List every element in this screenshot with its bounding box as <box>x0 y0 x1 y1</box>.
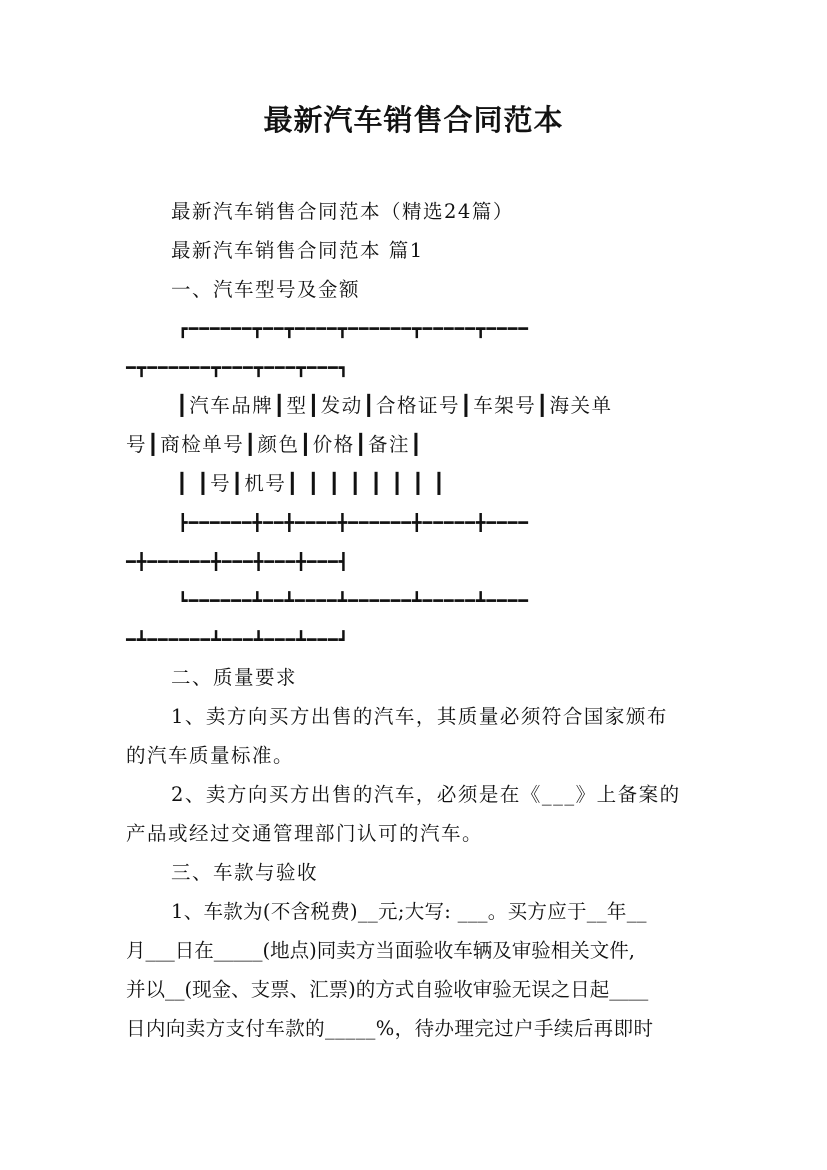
paragraph-line: 日内向卖方支付车款的_____%，待办理完过户手续后再即时 <box>126 1017 654 1040</box>
table-border-bottom-cont: ━┻━━━━━━┻━━━┻━━━┻━━━┛ <box>126 630 350 649</box>
section-heading-line: 最新汽车销售合同范本 篇1 <box>171 239 424 262</box>
heading-payment: 三、车款与验收 <box>171 861 319 884</box>
paragraph-line: 1、卖方向买方出售的汽车，其质量必须符合国家颁布 <box>171 705 668 728</box>
document-title: 最新汽车销售合同范本 <box>263 103 564 137</box>
paragraph-line: 2、卖方向买方出售的汽车，必须是在《___》上备案的 <box>171 783 681 806</box>
subtitle-line: 最新汽车销售合同范本（精选24篇） <box>171 200 514 223</box>
paragraph-line: 并以__(现金、支票、汇票)的方式自验收审验无误之日起____ <box>126 978 649 1001</box>
heading-quality: 二、质量要求 <box>171 666 298 689</box>
table-border-top: ┏━━━━━━┳━━┳━━━━┳━━━━━━┳━━━━━┳━━━━ <box>178 319 529 338</box>
paragraph-line: 月___日在_____(地点)同卖方当面验收车辆及审验相关文件, <box>126 939 635 962</box>
table-border-bottom: ┗━━━━━━┻━━┻━━━━┻━━━━━━┻━━━━━┻━━━━ <box>178 591 529 610</box>
table-border-top-cont: ━┳━━━━━━┳━━━┳━━━┳━━━┓ <box>126 358 350 377</box>
paragraph-line: 1、车款为(不含税费)__元;大写: ___。买方应于__年__ <box>171 900 647 923</box>
table-border-mid: ┣━━━━━━╋━━╋━━━━╋━━━━━━╋━━━━━╋━━━━ <box>178 513 529 532</box>
paragraph-line: 产品或经过交通管理部门认可的汽车。 <box>126 822 484 845</box>
table-header-row-cont: 号┃商检单号┃颜色┃价格┃备注┃ <box>126 433 424 456</box>
heading-vehicle-model: 一、汽车型号及金额 <box>171 278 361 301</box>
table-header-row: ┃汽车品牌┃型┃发动┃合格证号┃车架号┃海关单 <box>176 394 613 417</box>
table-border-mid-cont: ━╋━━━━━━╋━━━╋━━━╋━━━┫ <box>126 552 350 571</box>
paragraph-line: 的汽车质量标准。 <box>126 744 295 767</box>
table-header-row-2: ┃ ┃号┃机号┃ ┃ ┃ ┃ ┃ ┃ ┃ ┃ <box>176 472 447 495</box>
